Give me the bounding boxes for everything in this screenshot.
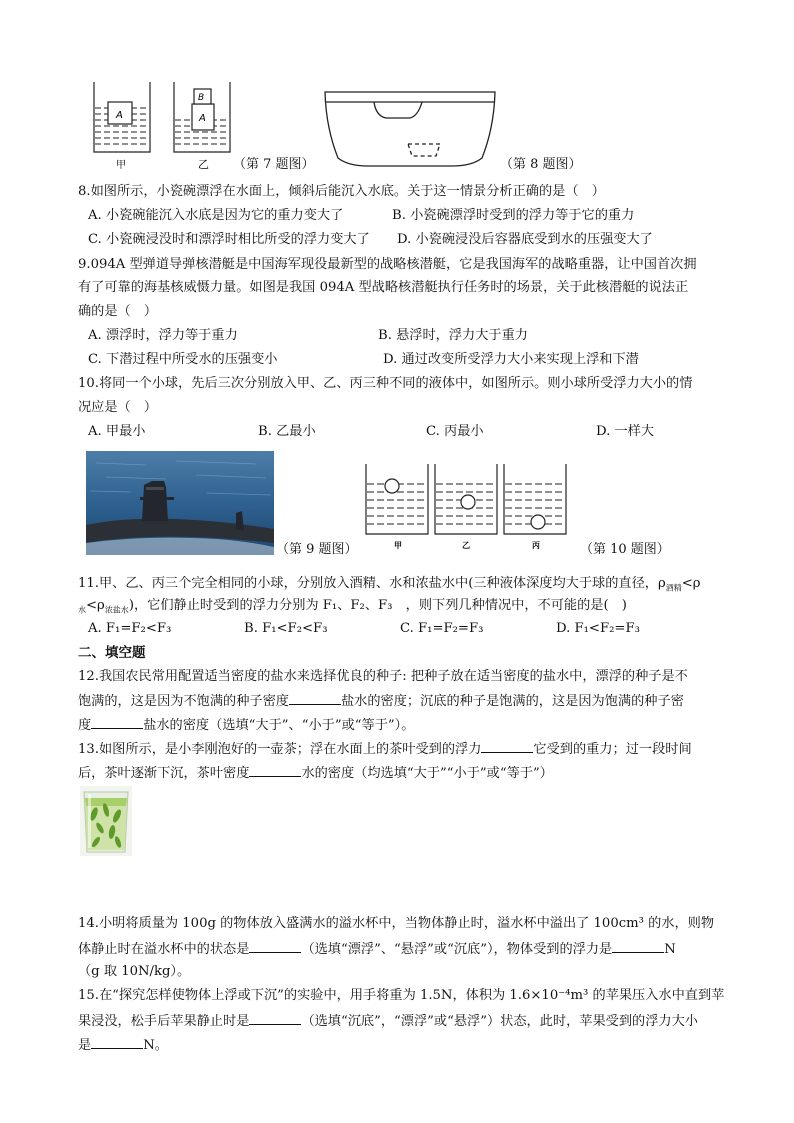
fig7-label-a2: A — [199, 113, 206, 124]
fig7-label-b: B — [198, 93, 205, 103]
q12-blank-2[interactable] — [91, 716, 143, 729]
q14-blank-2[interactable] — [612, 940, 664, 953]
q11-line2-rest: )，它们静止时受到的浮力分别为 F₁、F₂、F₃ ，则下列几种情况中，不可能的是( ) — [128, 598, 627, 613]
q14-line2c: N — [664, 942, 676, 957]
q10-line1: 10.将同一个小球，先后三次分别放入甲、乙、丙三种不同的液体中，如图所示。则小球所受浮力大小的情 — [78, 376, 693, 391]
q12-line1: 12.我国农民常用配置适当密度的盐水来选择优良的种子: 把种子放在适当密度的盐水中，漂浮的种子是不 — [78, 669, 688, 684]
fig7-yi: 乙 — [198, 158, 209, 171]
q15-line2b: （选填“沉底”，“漂浮”或“悬浮”）状态，此时，苹果受到的浮力大小 — [301, 1014, 698, 1029]
q8-option-c: C. 小瓷碗浸没时和漂浮时相比所受的浮力变大了 — [88, 232, 370, 247]
q11-sub-alcohol: 酒精 — [665, 583, 682, 593]
q12-line2a: 饱满的，这是因为不饱满的种子密度 — [78, 694, 289, 709]
q14-line1: 14.小明将质量为 100g 的物体放入盛满水的溢水杯中，当物体静止时，溢水杯中溢出了 100cm³ 的水，则物 — [78, 916, 715, 931]
q11-line1 — [78, 576, 701, 597]
q11-option-b: B. F₁<F₂<F₃ — [244, 621, 328, 636]
fig10-bing: 丙 — [532, 541, 540, 550]
figure-9-submarine-photo — [86, 451, 274, 555]
q14-line2a: 体静止时在溢水杯中的状态是 — [78, 942, 250, 957]
q8-option-d: D. 小瓷碗浸没后容器底受到水的压强变大了 — [397, 232, 653, 247]
q12-line3a: 度 — [78, 718, 92, 733]
figure-8 — [322, 86, 498, 170]
fig9-caption: （第 9 题图） — [276, 542, 358, 557]
figure-13-tea-glass-photo — [80, 786, 132, 856]
fig7-caption: （第 7 题图） — [233, 157, 315, 172]
fig10-yi: 乙 — [462, 541, 470, 550]
q13-line2 — [78, 764, 553, 782]
q15-line2a: 果浸没，松手后苹果静止时是 — [78, 1014, 250, 1029]
q14-line2b: （选填“漂浮”、“悬浮”或“沉底”），物体受到的浮力是 — [301, 942, 613, 957]
q13-line2a: 后，茶叶逐渐下沉，茶叶密度 — [78, 766, 250, 781]
q12-blank-1[interactable] — [289, 692, 341, 705]
q8-option-b: B. 小瓷碗漂浮时受到的浮力等于它的重力 — [392, 208, 635, 223]
q9-line3: 确的是（ ） — [78, 304, 158, 319]
q11-lt: <ρ — [681, 576, 701, 591]
q8-stem: 8.如图所示，小瓷碗漂浮在水面上，倾斜后能沉入水底。关于这一情景分析正确的是（ ） — [78, 184, 605, 199]
q11-mid: <ρ — [86, 598, 105, 613]
q9-option-b: B. 悬浮时，浮力大于重力 — [378, 328, 528, 343]
q15-blank-1[interactable] — [249, 1012, 301, 1025]
q13-blank-1[interactable] — [481, 740, 533, 753]
fig8-caption: （第 8 题图） — [500, 157, 582, 172]
q15-line3a: 是 — [78, 1038, 92, 1053]
q9-line1: 9.094A 型弹道导弹核潜艇是中国海军现役最新型的战略核潜艇，它是我国海军的战略重器，让中国首次拥 — [78, 257, 697, 272]
q15-blank-2[interactable] — [91, 1036, 143, 1049]
fig7-label-a: A — [116, 110, 123, 121]
q12-line3b: 盐水的密度（选填“大于”、“小于”或“等于”）。 — [143, 718, 415, 733]
q8-option-a: A. 小瓷碗能沉入水底是因为它的重力变大了 — [88, 208, 344, 223]
q9-option-a: A. 漂浮时，浮力等于重力 — [88, 328, 238, 343]
fig10-jia: 甲 — [394, 541, 402, 550]
q11-option-d: D. F₁<F₂=F₃ — [556, 621, 640, 636]
q10-option-d: D. 一样大 — [596, 424, 655, 439]
q9-option-c: C. 下潜过程中所受水的压强变小 — [88, 352, 278, 367]
q15-line2 — [78, 1012, 698, 1030]
section-fill-in-title: 二、填空题 — [78, 645, 146, 661]
fig7-jia: 甲 — [116, 160, 126, 171]
q11-line1-text: 11.甲、乙、丙三个完全相同的小球，分别放入酒精、水和浓盐水中(三种液体深度均大于球的直径，ρ — [78, 576, 666, 591]
q9-line2: 有了可靠的海基核威慑力量。如图是我国 094A 型战略核潜艇执行任务时的场景，关于此核潜艇的说法正 — [78, 280, 689, 295]
q12-line2b: 盐水的密度；沉底的种子是饱满的，这是因为饱满的种子密 — [341, 694, 684, 709]
q15-line3 — [78, 1036, 168, 1054]
figure-10 — [362, 462, 576, 554]
q13-line1a: 13.如图所示，是小李刚泡好的一壶茶；浮在水面上的茶叶受到的浮力 — [78, 742, 482, 757]
q13-blank-2[interactable] — [249, 764, 301, 777]
q11-option-c: C. F₁=F₂=F₃ — [400, 621, 484, 636]
q11-sub-brine: 浓盐水 — [104, 605, 129, 615]
q15-line1: 15.在“探究怎样使物体上浮或下沉”的实验中，用手将重为 1.5N，体积为 1.6×10⁻⁴m³ 的苹果压入水中直到苹 — [78, 988, 725, 1003]
q10-line2: 况应是（ ） — [78, 400, 158, 415]
q14-line2 — [78, 940, 676, 958]
q12-line3 — [78, 716, 414, 734]
q10-option-b: B. 乙最小 — [258, 424, 316, 439]
q13-line1b: 它受到的重力；过一段时间 — [533, 742, 692, 757]
figure-7 — [88, 80, 248, 172]
q10-option-a: A. 甲最小 — [88, 424, 146, 439]
q13-line2b: 水的密度（均选填“大于”“小于”或“等于”） — [301, 766, 553, 781]
q12-line2 — [78, 692, 684, 710]
q11-line2 — [78, 598, 627, 619]
q10-option-c: C. 丙最小 — [426, 424, 484, 439]
q11-sub-water: 水 — [78, 605, 86, 615]
q9-option-d: D. 通过改变所受浮力大小来实现上浮和下潜 — [383, 352, 639, 367]
q11-option-a: A. F₁=F₂<F₃ — [88, 621, 172, 636]
q14-line3: （g 取 10N/kg）。 — [78, 964, 191, 979]
q14-blank-1[interactable] — [249, 940, 301, 953]
q13-line1 — [78, 740, 692, 758]
q15-line3b: N。 — [143, 1038, 168, 1053]
fig10-caption: （第 10 题图） — [580, 542, 670, 557]
